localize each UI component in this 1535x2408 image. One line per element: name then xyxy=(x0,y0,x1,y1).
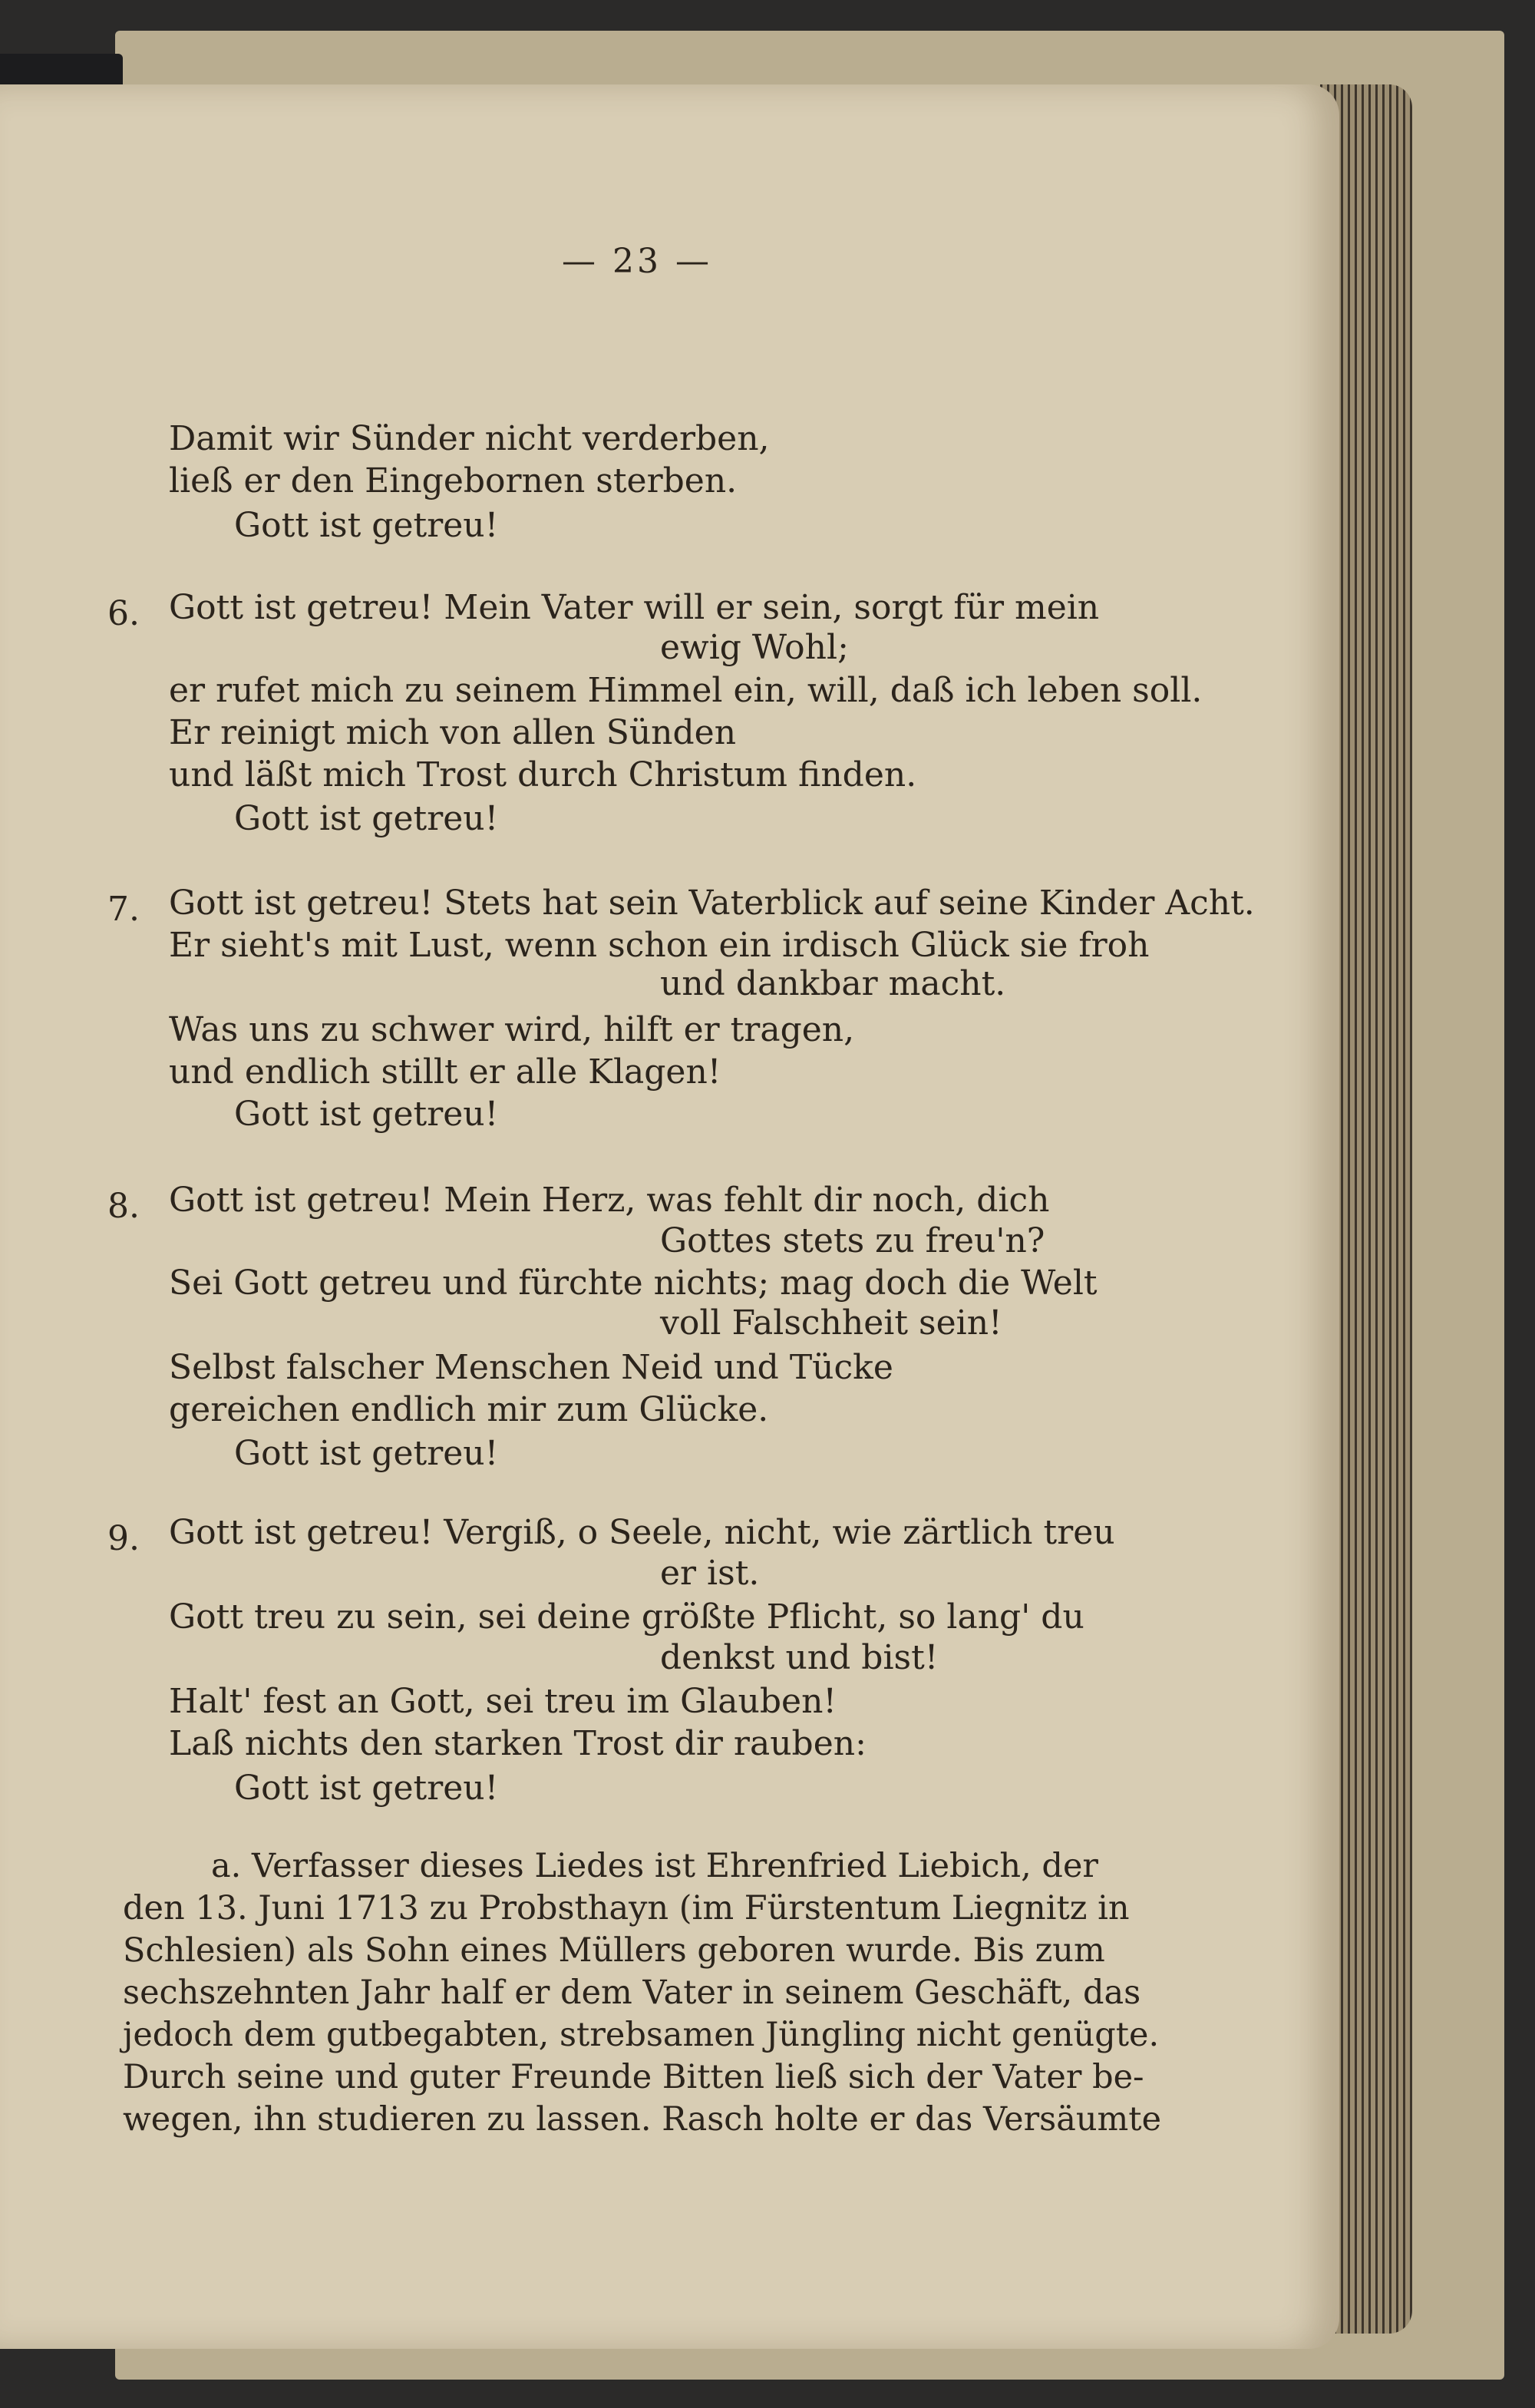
verse-line: er rufet mich zu seinem Himmel ein, will, daß ich leben soll. xyxy=(169,671,1203,710)
verse-line: er ist. xyxy=(660,1554,760,1593)
carryover-line: ließ er den Eingebornen sterben. xyxy=(169,461,738,500)
verse-line: gereichen endlich mir zum Glücke. xyxy=(169,1390,769,1429)
verse-line: Halt' fest an Gott, sei treu im Glauben! xyxy=(169,1682,837,1721)
refrain: Gott ist getreu! xyxy=(234,506,499,545)
refrain: Gott ist getreu! xyxy=(234,1095,499,1134)
verse-line: Gott ist getreu! Mein Vater will er sein, sorgt für mein xyxy=(169,588,1100,627)
verse-number: 8. xyxy=(107,1187,140,1226)
note-line: jedoch dem gutbegabten, strebsamen Jüngling nicht genügte. xyxy=(123,2016,1160,2054)
note-line: wegen, ihn studieren zu lassen. Rasch holte er das Versäumte xyxy=(123,2100,1162,2139)
verse-line: voll Falschheit sein! xyxy=(660,1303,1002,1343)
refrain: Gott ist getreu! xyxy=(234,1434,499,1473)
verse-line: Gott ist getreu! Stets hat sein Vaterblick auf seine Kinder Acht. xyxy=(169,884,1255,923)
verse-line: ewig Wohl; xyxy=(660,628,849,667)
verse-line: Gott ist getreu! Vergiß, o Seele, nicht, wie zärtlich treu xyxy=(169,1513,1115,1552)
note-line: a. Verfasser dieses Liedes ist Ehrenfried Liebich, der xyxy=(211,1847,1098,1885)
verse-line: Gott treu zu sein, sei deine größte Pflicht, so lang' du xyxy=(169,1597,1084,1637)
page-content xyxy=(0,84,1339,2349)
note-line: Schlesien) als Sohn eines Müllers geboren wurde. Bis zum xyxy=(123,1931,1105,1970)
refrain: Gott ist getreu! xyxy=(234,799,499,838)
verse-line: Gott ist getreu! Mein Herz, was fehlt dir noch, dich xyxy=(169,1181,1050,1220)
verse-line: Sei Gott getreu und fürchte nichts; mag doch die Welt xyxy=(169,1263,1098,1303)
note-line: Durch seine und guter Freunde Bitten ließ sich der Vater be- xyxy=(123,2058,1144,2096)
book-page xyxy=(0,84,1339,2349)
verse-line: und endlich stillt er alle Klagen! xyxy=(169,1052,721,1092)
verse-line: denkst und bist! xyxy=(660,1638,939,1677)
verse-number: 6. xyxy=(107,594,140,633)
verse-line: Er sieht's mit Lust, wenn schon ein irdisch Glück sie froh xyxy=(169,926,1150,965)
verse-line: Gottes stets zu freu'n? xyxy=(660,1221,1045,1260)
verse-number: 9. xyxy=(107,1519,140,1558)
carryover-line: Damit wir Sünder nicht verderben, xyxy=(169,419,770,458)
verse-line: Was uns zu schwer wird, hilft er tragen, xyxy=(169,1010,855,1049)
verse-line: Selbst falscher Menschen Neid und Tücke xyxy=(169,1348,893,1387)
verse-line: Er reinigt mich von allen Sünden xyxy=(169,713,737,752)
verse-line: und dankbar macht. xyxy=(660,964,1006,1003)
page-number: — 23 — xyxy=(562,242,712,281)
note-line: sechszehnten Jahr half er dem Vater in seinem Geschäft, das xyxy=(123,1974,1141,2012)
note-line: den 13. Juni 1713 zu Probsthayn (im Fürstentum Liegnitz in xyxy=(123,1889,1130,1927)
refrain: Gott ist getreu! xyxy=(234,1769,499,1808)
verse-line: und läßt mich Trost durch Christum finden. xyxy=(169,755,917,794)
verse-number: 7. xyxy=(107,890,140,929)
verse-line: Laß nichts den starken Trost dir rauben: xyxy=(169,1724,867,1763)
